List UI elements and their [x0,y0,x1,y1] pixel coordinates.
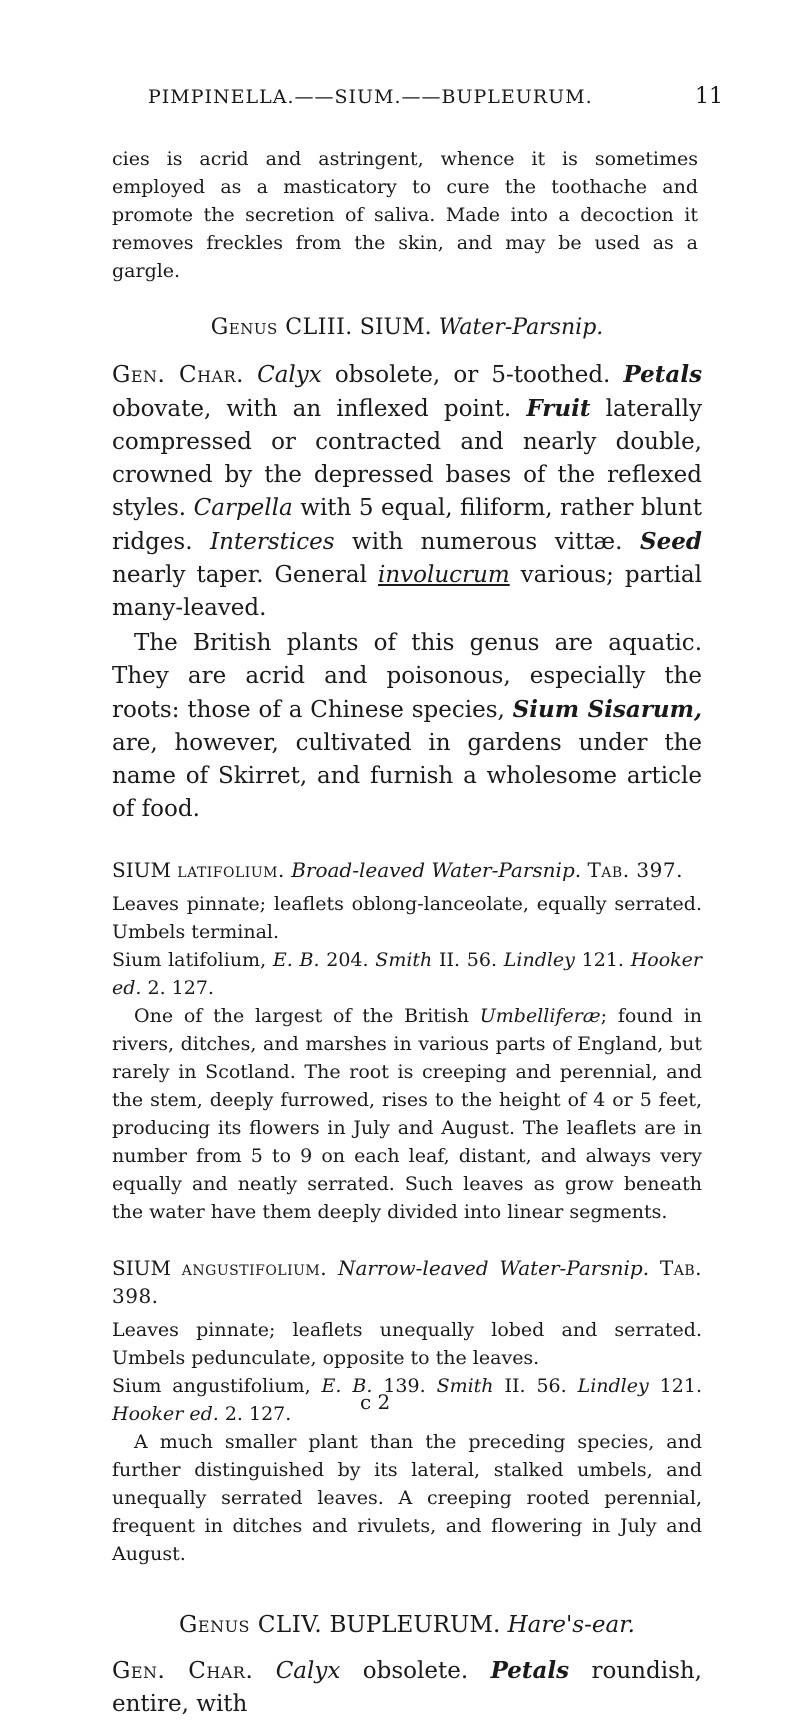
species-epithet: angustifolium. [181,1256,328,1280]
family-name: Umbelliferæ [479,1005,601,1027]
genus-name: BUPLEURUM. [329,1612,501,1638]
term-fruit: Fruit [526,395,591,422]
ref-hooker: Hooker ed. [112,949,702,999]
text: One of the largest of the British [134,1005,480,1027]
diagnosis-angustifolium: Leaves pinnate; leaflets unequally lobed and serrated. Umbels pedunculate, opposite to the leaves. [112,1319,702,1369]
genus-common-name: Water-Parsnip. [438,315,604,340]
text: various; partial many-leaved. [112,562,702,621]
description-latifolium [112,1002,702,1226]
common-name: Broad-leaved Water-Parsnip. [291,858,582,882]
text: 204. [319,949,376,971]
species-epithet: latifolium. [177,858,285,882]
text: 2. 127. [218,1403,292,1425]
text: 121. [648,1375,702,1397]
description-angustifolium: A much smaller plant than the preceding species, and further distinguished by its lateral, stalked umbels, and unequally serrated leaves. A creeping rooted perennial, frequent in ditches and rivulets, and flowering in July and August. [112,1431,702,1565]
species-heading-angustifolium [112,1254,702,1310]
genus-label: Genus CLIII. [210,315,353,340]
generic-character-bupleurum [112,1654,702,1721]
text: II. 56. [432,949,504,971]
species-name: Sium Sisarum, [512,696,703,723]
term-carpella: Carpella [193,495,293,521]
text: The British plants of this genus are aquatic. They are acrid and poisonous, especially the roots: those of a Chinese species, [112,630,702,723]
gen-char-label: Gen. Char. [112,362,244,388]
text: obovate, with an inflexed point. [112,396,527,422]
text: Sium latifolium, [112,949,273,971]
term-calyx: Calyx [275,1658,341,1684]
page-body [112,145,702,1721]
synonymy-latifolium [112,946,702,1002]
ref-lindley: Lindley [577,1375,649,1397]
plate-reference: Tab. 397. [587,858,683,882]
text: nearly taper. General [112,562,378,588]
british-plants-paragraph [112,627,702,826]
text: 139. [372,1375,437,1397]
gen-char-label: Gen. Char. [112,1658,254,1684]
genus: SIUM [112,858,171,882]
signature-mark: c 2 [360,1390,391,1414]
generic-character-sium [112,358,702,625]
ref-smith: Smith [375,949,433,971]
species-heading-latifolium [112,856,702,884]
running-title: PIMPINELLA.——SIUM.——BUPLEURUM. [148,86,593,108]
term-involucrum: involucrum [377,562,510,588]
term-interstices: Interstices [210,529,335,555]
genus-common-name: Hare's-ear. [507,1612,635,1638]
genus-label: Genus CLIV. [179,1612,323,1638]
term-calyx: Calyx [257,362,322,388]
text: with numerous vittæ. [334,529,641,555]
page-number: 11 [695,84,723,109]
text: with 5 equal, filiform, rather blunt ridges. [112,495,702,555]
ref-lindley: Lindley [503,949,575,971]
text: II. 56. [493,1375,578,1397]
ref-eb: E. B. [321,1375,373,1397]
common-name: Narrow-leaved Water-Parsnip. [337,1256,650,1280]
synonymy-angustifolium [112,1372,702,1428]
text: Sium angustifolium, [112,1375,322,1397]
genus-heading-bupleurum [112,1612,702,1638]
text: laterally compressed or contracted and nearly double, crowned by the depressed bases of the reflexed styles. [112,396,702,521]
ref-eb: E. B. [272,949,320,971]
text: roundish, entire, with [112,1658,702,1717]
genus-heading-sium [112,315,702,340]
text: 2. 127. [141,977,214,999]
term-petals: Petals [623,361,703,388]
diagnosis-latifolium: Leaves pinnate; leaflets oblong-lanceolate, equally serrated. Umbels terminal. [112,893,702,943]
text: are, however, cultivated in gardens under the name of Skirret, and furnish a wholesome article of food. [112,730,702,822]
text: ; found in rivers, ditches, and marshes in various parts of England, but rarely in Scotland. The root is creeping and perennial, and the stem, deeply furrowed, rises to the height of 4 or 5 feet, producing its flowers in July and August. The leaflets are in number from 5 to 9 on each leaf, distant, and always very equally and neatly serrated. Such leaves as grow beneath the water have them deeply divided into linear segments. [112,1005,703,1223]
genus-name: SIUM. [359,315,432,340]
term-petals: Petals [490,1657,570,1684]
text: obsolete. [340,1658,491,1684]
text: 121. [574,949,631,971]
ref-hooker: Hooker ed. [112,1403,219,1425]
term-seed: Seed [640,528,702,555]
genus: SIUM [112,1256,171,1280]
ref-smith: Smith [436,1375,494,1397]
intro-paragraph: cies is acrid and astringent, whence it is sometimes employed as a masticatory to cure the toothache and promote the secretion of saliva. Made into a decoction it removes freckles from the skin, and may be used as a gargle. [112,148,698,282]
text: obsolete, or 5-toothed. [321,362,624,388]
plate-reference: Tab. 398. [112,1256,703,1308]
